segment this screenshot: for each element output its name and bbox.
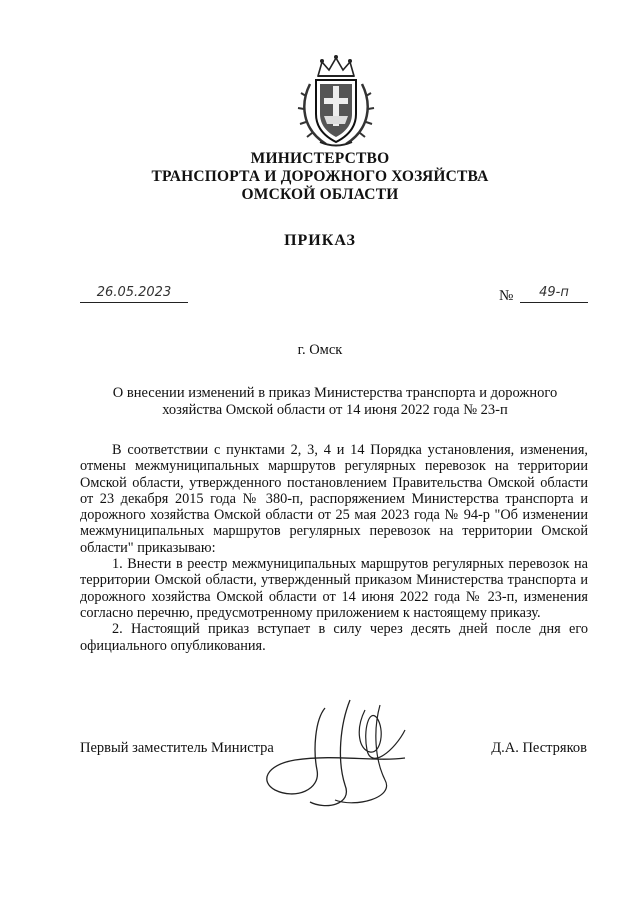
organization-name: [0, 150, 640, 204]
item-1-paragraph: 1. Внести в реестр межмуниципальных маршрутов регулярных перевозок на территории Омской области, утвержденный приказом Министерства транспорта и дорожного хозяйства Омской области от 14 июня 2022 года № 23-п, изменения согласно перечню, предусмотренному приложением к настоящему приказу.: [80, 556, 588, 621]
org-line-1: МИНИСТЕРСТВО: [250, 150, 390, 167]
order-title: ПРИКАЗ: [284, 232, 356, 249]
order-date: 26.05.2023: [80, 284, 188, 303]
city: г. Омск: [297, 342, 343, 358]
order-subject: О внесении изменений в приказ Министерства транспорта и дорожного хозяйства Омской области от 14 июня 2022 года № 23-п: [112, 385, 558, 418]
preamble-paragraph: В соответствии с пунктами 2, 3, 4 и 14 Порядка установления, изменения, отмены межмуниципальных маршрутов регулярных перевозок на территории Омской области, утвержденного постановлением Правительства Омской области от 23 декабря 2015 года № 380-п, распоряжением Министерства транспорта и дорожного хозяйства Омской области от 25 мая 2023 года № 94-р "Об изменении межмуниципальных маршрутов регулярных перевозок на территории Омской области" приказываю:: [80, 442, 588, 556]
omsk-region-coat-of-arms-icon: [296, 54, 376, 150]
org-line-2: ТРАНСПОРТА И ДОРОЖНОГО ХОЗЯЙСТВА: [151, 168, 489, 185]
org-line-3: ОМСКОЙ ОБЛАСТИ: [241, 186, 399, 203]
item-2-paragraph: 2. Настоящий приказ вступает в силу через десять дней после дня его официального опубликования.: [80, 621, 588, 654]
handwritten-signature: [255, 690, 445, 820]
signatory-position: Первый заместитель Министра: [80, 740, 274, 756]
order-number-label: №: [499, 288, 514, 304]
signatory-name: Д.А. Пестряков: [491, 740, 587, 756]
order-number: 49-п: [520, 284, 588, 303]
order-body: [80, 442, 588, 654]
